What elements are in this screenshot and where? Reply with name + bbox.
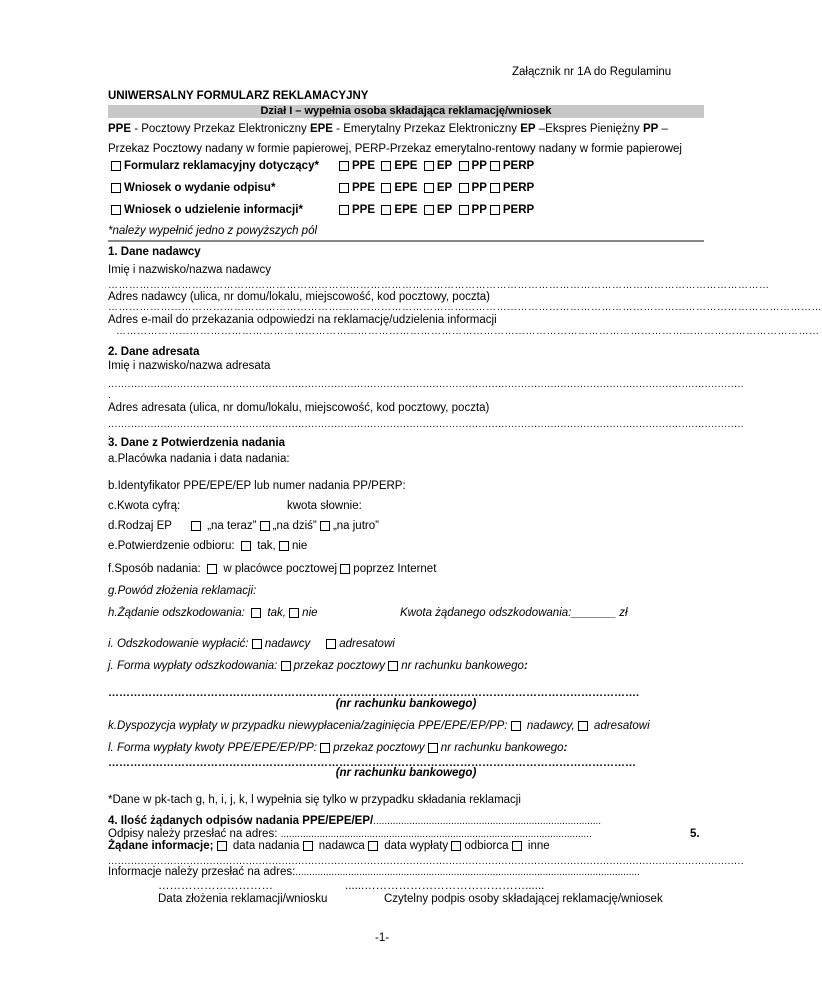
checkbox-pp[interactable]	[459, 205, 469, 215]
checkbox-nadawca[interactable]	[303, 841, 313, 851]
signature-label: Czytelny podpis osoby składającej reklamację/wniosek	[384, 893, 663, 905]
checkbox-nadawcy[interactable]	[511, 721, 521, 731]
signature-line[interactable]: ......……………………………………......	[345, 880, 545, 892]
request-odpis[interactable]: Wniosek o wydanie odpisu*	[111, 182, 275, 194]
copies-heading-row: 4. Ilość żądanych odpisów nadania PPE/EPE/EP/..................................................................................	[108, 815, 602, 827]
checkbox-data-wyplaty[interactable]	[368, 841, 378, 851]
form-title: UNIWERSALNY FORMULARZ REKLAMACYJNY	[108, 90, 369, 102]
checkbox-tak[interactable]	[241, 541, 251, 551]
item-5-number: 5.	[690, 828, 700, 840]
date-label: Data złożenia reklamacji/wniosku	[158, 893, 328, 905]
checkbox-data-nadania[interactable]	[217, 841, 227, 851]
field-a-label: a.Placówka nadania i data nadania:	[108, 453, 290, 465]
confirmation-heading: 3. Dane z Potwierdzenia nadania	[108, 437, 286, 449]
field-l: l. Forma wypłaty kwoty PPE/EPE/EP/PP: przekaz pocztowy nr rachunku bankowego:	[108, 742, 568, 754]
checkbox-rachunek[interactable]	[428, 743, 438, 753]
checkbox-perp[interactable]	[490, 183, 500, 193]
field-h: h.Żądanie odszkodowania: tak, nie	[108, 607, 318, 619]
addressee-name-field[interactable]: ..................................................................................................................................................................................................	[108, 379, 744, 390]
checkbox-pp[interactable]	[459, 183, 469, 193]
checkbox-nie[interactable]	[289, 608, 299, 618]
checkbox-na-teraz[interactable]	[191, 521, 201, 531]
addressee-dot: .	[108, 390, 111, 401]
field-j: j. Forma wypłaty odszkodowania: przekaz pocztowy nr rachunku bankowego:	[108, 660, 528, 672]
checkbox-nie[interactable]	[279, 541, 289, 551]
bank-account-caption-1: (nr rachunku bankowego)	[335, 698, 477, 710]
page-number: -1-	[375, 932, 390, 944]
checkbox-epe[interactable]	[381, 183, 391, 193]
sender-address-label: Adres nadawcy (ulica, nr domu/lokalu, miejscowość, kod pocztowy, poczta)	[108, 291, 491, 303]
checkbox-odbiorca[interactable]	[451, 841, 461, 851]
info-send-to: Informacje należy przesłać na adres:............................................................................................................................	[108, 866, 640, 878]
field-c-words-label: kwota słownie:	[287, 500, 362, 512]
checkbox-ep[interactable]	[424, 183, 434, 193]
product-options-row-2: PPE EPE EP PP PERP	[339, 182, 534, 194]
bank-account-field-2[interactable]: ………………………………………………………………………………………………………………………………	[108, 757, 636, 769]
field-e: e.Potwierdzenie odbioru: tak, nie	[108, 540, 308, 552]
checkbox-w-placowce[interactable]	[207, 564, 217, 574]
checkbox-perp[interactable]	[490, 205, 500, 215]
bank-account-caption-2: (nr rachunku bankowego)	[335, 767, 477, 779]
sender-name-label: Imię i nazwisko/nazwa nadawcy	[108, 264, 271, 276]
field-g-label: g.Powód złożenia reklamacji:	[108, 585, 257, 597]
checkbox-pp[interactable]	[459, 161, 469, 171]
checkbox-przekaz[interactable]	[320, 743, 330, 753]
annex-label: Załącznik nr 1A do Regulaminu	[512, 66, 672, 78]
checkbox-perp[interactable]	[490, 161, 500, 171]
copies-send-to: Odpisy należy przesłać na adres: ................................................................................................................	[108, 828, 592, 840]
section-bar-label: Dział I – wypełnia osoba składająca reklamację/wniosek	[260, 105, 552, 117]
checkbox-adresatowi[interactable]	[326, 639, 336, 649]
abbrev-line-2: Przekaz Pocztowy nadany w formie papierowej, PERP-Przekaz emerytalno-rentowy nadany w formie papierowej	[108, 143, 682, 155]
checkbox-epe[interactable]	[381, 161, 391, 171]
addressee-address-label: Adres adresata (ulica, nr domu/lokalu, miejscowość, kod pocztowy, poczta)	[108, 402, 490, 414]
bank-account-field-1[interactable]: ……………………………………………………………………………………………………………………………….	[108, 687, 640, 699]
field-k: k.Dyspozycja wypłaty w przypadku niewypłacenia/zaginięcia PPE/EPE/EP/PP: nadawcy, adresatowi	[108, 720, 650, 732]
checkbox-nadawcy[interactable]	[252, 639, 262, 649]
checkbox-ppe[interactable]	[339, 161, 349, 171]
checkbox-epe[interactable]	[381, 205, 391, 215]
checkbox[interactable]	[111, 183, 121, 193]
checkbox-przekaz[interactable]	[281, 661, 291, 671]
checkbox-ppe[interactable]	[339, 183, 349, 193]
addressee-dot-2: .	[108, 429, 111, 440]
checkbox-ep[interactable]	[424, 161, 434, 171]
field-d-options: „na teraz” „na dziś” „na jutro”	[191, 520, 379, 532]
product-options-row-3: PPE EPE EP PP PERP	[339, 204, 534, 216]
field-f: f.Sposób nadania: w placówce pocztowej poprzez Internet	[108, 563, 437, 575]
checkbox-na-dzis[interactable]	[260, 521, 270, 531]
checkbox-ep[interactable]	[424, 205, 434, 215]
product-options-row-1: PPE EPE EP PP PERP	[339, 160, 534, 172]
checkbox-ppe[interactable]	[339, 205, 349, 215]
field-d-label: d.Rodzaj EP	[108, 520, 172, 532]
divider	[108, 240, 704, 242]
reklamacja-note: *Dane w pk-tach g, h, i, j, k, l wypełnia się tylko w przypadku składania reklamacji	[108, 794, 521, 806]
date-line[interactable]: …………………………	[158, 880, 273, 892]
checkbox-tak[interactable]	[251, 608, 261, 618]
addressee-name-label: Imię i nazwisko/nazwa adresata	[108, 360, 271, 372]
checkbox-internet[interactable]	[340, 564, 350, 574]
requested-info-field[interactable]: ..................................................................................................................................................................................................	[108, 856, 744, 867]
checkbox-rachunek[interactable]	[388, 661, 398, 671]
request-informacja[interactable]: Wniosek o udzielenie informacji*	[111, 204, 303, 216]
sender-name-field[interactable]: ………………………………………………………………………………………………………………………………………………………………………	[108, 280, 770, 291]
requested-info: Żądane informacje; data nadania nadawca data wypłaty odbiorca inne	[108, 840, 550, 852]
field-h-amount: Kwota żądanego odszkodowania:_______ zł	[400, 607, 628, 619]
addressee-heading: 2. Dane adresata	[108, 346, 200, 358]
checkbox-na-jutro[interactable]	[320, 521, 330, 531]
sender-email-label: Adres e-mail do przekazania odpowiedzi na reklamację/udzielenia informacji	[108, 314, 497, 326]
request-formularz[interactable]: Formularz reklamacyjny dotyczący*	[111, 160, 319, 172]
fill-note: *należy wypełnić jedno z powyższych pól	[108, 225, 318, 237]
addressee-address-field[interactable]: ..................................................................................................................................................................................................	[108, 419, 744, 430]
abbrev-line-1: PPE - Pocztowy Przekaz Elektroniczny EPE - Emerytalny Przekaz Elektroniczny EP –Ekspres Pieniężny PP –	[108, 123, 668, 135]
sender-heading: 1. Dane nadawcy	[108, 246, 201, 258]
sender-email-field[interactable]: …………………………………………………………………………………………………………………………………………………………………………………	[116, 326, 820, 337]
checkbox[interactable]	[111, 161, 121, 171]
field-i: i. Odszkodowanie wypłacić: nadawcy adresatowi	[108, 638, 395, 650]
checkbox-adresatowi[interactable]	[578, 721, 588, 731]
field-b-label: b.Identyfikator PPE/EPE/EP lub numer nadania PP/PERP:	[108, 480, 406, 492]
checkbox-inne[interactable]	[512, 841, 522, 851]
sender-address-field[interactable]: ……………………………………………………………………………………………………………………………………………………………………………………	[108, 302, 822, 313]
field-c-digits-label: c.Kwota cyfrą:	[108, 500, 181, 512]
checkbox[interactable]	[111, 205, 121, 215]
